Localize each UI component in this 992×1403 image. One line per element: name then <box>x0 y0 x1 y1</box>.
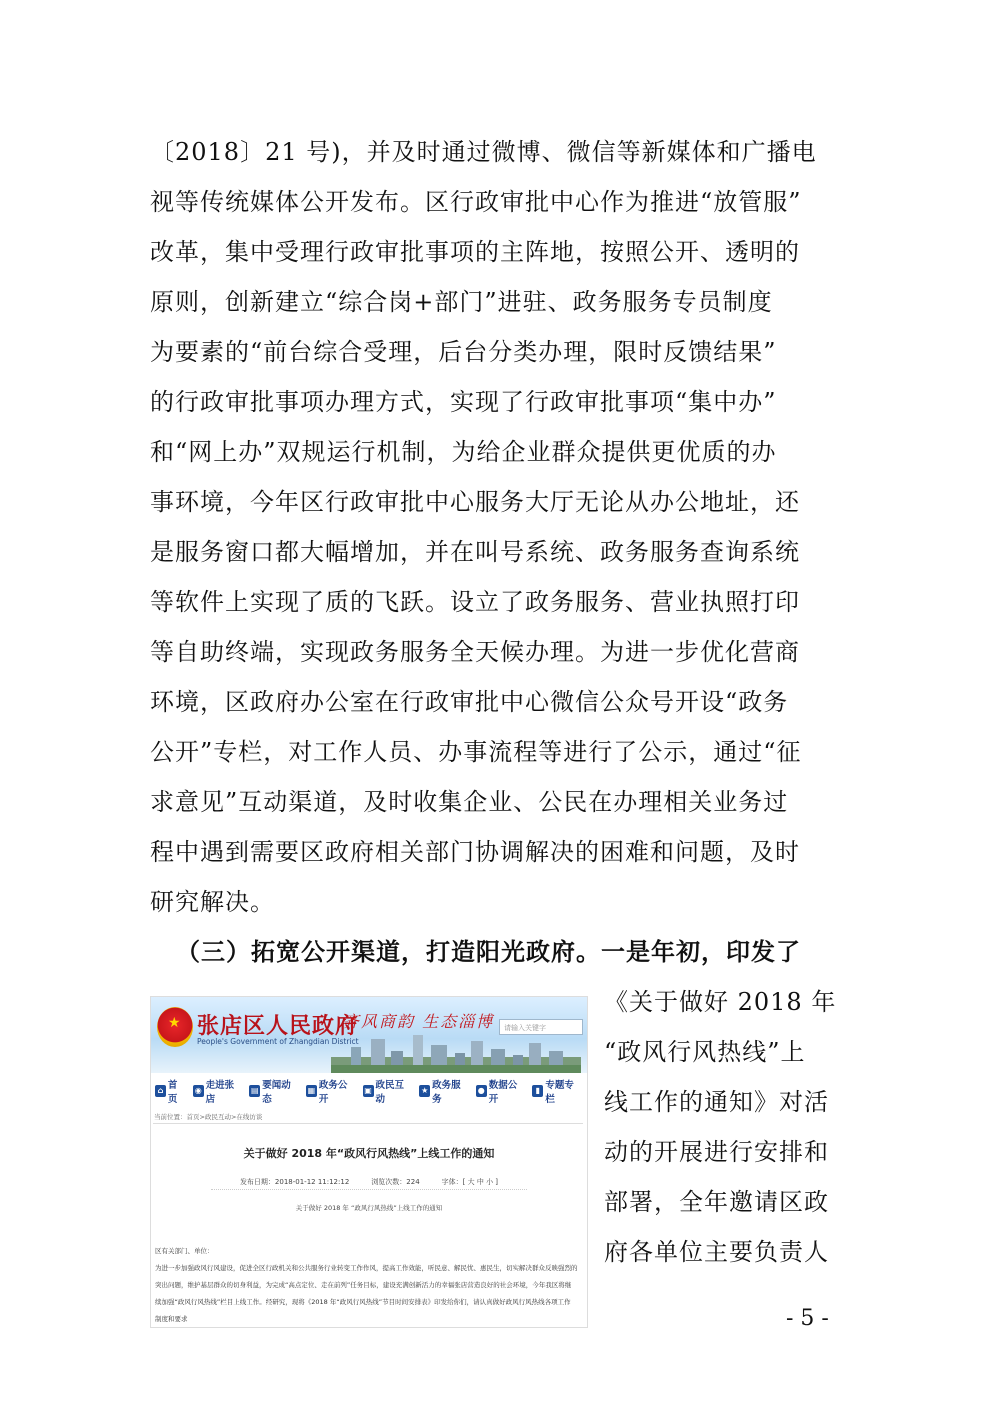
text-line: 等自助终端，实现政务服务全天候办理。为进一步优化营商 <box>150 638 800 666</box>
page-number: - 5 - <box>786 1306 829 1331</box>
text-line: 研究解决。 <box>150 888 275 916</box>
nav-item-data[interactable]: ● 数据公开 <box>477 1080 518 1105</box>
article-meta <box>151 1177 587 1187</box>
article-subtitle: 关于做好 2018 年 “政风行风热线”上线工作的通知 <box>295 1204 443 1212</box>
globe-icon: ● <box>477 1086 485 1095</box>
text-line: 改革，集中受理行政审批事项的主阵地，按照公开、透明的 <box>150 238 800 266</box>
text-line: 求意见”互动渠道，及时收集企业、公民在办理相关业务过 <box>150 788 789 816</box>
text-line: 是服务窗口都大幅增加，并在叫号系统、政务服务查询系统 <box>150 538 800 566</box>
text-line: 原则，创新建立“综合岗+部门”进驻、政务服务专员制度 <box>150 288 773 316</box>
side-text-line: 动的开展进行安排和 <box>604 1138 829 1166</box>
star-icon: ★ <box>421 1086 429 1095</box>
chat-icon: ▣ <box>364 1086 372 1095</box>
side-text-line: “政风行风热线”上 <box>604 1038 806 1066</box>
national-emblem-icon: ★ <box>157 1007 193 1047</box>
section-heading: （三）拓宽公开渠道，打造阳光政府。一是年初，印发了 <box>176 937 801 966</box>
site-nav <box>151 1077 587 1105</box>
breadcrumb: 当前位置：首页>政民互动>在线访谈 <box>154 1113 263 1121</box>
font-size-selector[interactable]: 字体：[ 大 中 小 ] <box>441 1178 499 1186</box>
side-text-line: 府各单位主要负责人 <box>604 1238 829 1266</box>
article-line: 区有关部门、单位： <box>155 1247 214 1255</box>
bookmark-icon: ▮ <box>532 1085 543 1097</box>
publish-date: 发布日期：2018-01-12 11:12:12 <box>239 1178 350 1186</box>
article-line: 续加强“政风行风热线”栏目上线工作。经研究，现将《2018 年“政风行风热线”节目时间安排表》印发给你们，请认真做好政风行风热线各项工作 <box>155 1298 571 1306</box>
text-line: 程中遇到需要区政府相关部门协调解决的困难和问题，及时 <box>150 838 800 866</box>
article-body <box>155 1243 583 1328</box>
nav-item-zhangdian[interactable]: ◉ 走进张店 <box>194 1080 235 1105</box>
text-line: 的行政审批事项办理方式，实现了行政审批事项“集中办” <box>150 388 777 416</box>
location-icon: ◉ <box>194 1086 202 1095</box>
site-banner <box>151 997 587 1073</box>
nav-item-news[interactable]: ▤ 要闻动态 <box>251 1080 291 1105</box>
text-line: 视等传统媒体公开发布。区行政审批中心作为推进“放管服” <box>150 188 802 216</box>
site-subtitle: People's Government of Zhangdian District <box>197 1037 359 1046</box>
document-icon: ▦ <box>307 1086 316 1095</box>
nav-item-topics[interactable]: ▮ 专题专栏 <box>532 1077 583 1105</box>
news-icon: ▤ <box>251 1086 259 1095</box>
text-line: 等软件上实现了质的飞跃。设立了政务服务、营业执照打印 <box>150 588 800 616</box>
side-text-line: 《关于做好 2018 年 <box>604 988 837 1016</box>
article-line: 为进一步加强政风行风建设，促进全区行政机关和公共服务行业转变工作作风，提高工作效能，听民意、解民忧、惠民生，切实解决群众反映强烈的 <box>155 1264 578 1272</box>
nav-item-gov-open[interactable]: ▦ 政务公开 <box>307 1080 348 1105</box>
divider <box>153 1123 583 1124</box>
site-slogan: 齐风商韵 生态淄博 <box>343 1012 495 1031</box>
home-icon: ⌂ <box>155 1085 166 1097</box>
text-line: 事环境，今年区行政审批中心服务大厅无论从办公地址，还 <box>150 488 800 516</box>
text-line: 和“网上办”双规运行机制，为给企业群众提供更优质的办 <box>150 438 777 466</box>
text-line: 环境，区政府办公室在行政审批中心微信公众号开设“政务 <box>150 688 789 716</box>
article-title: 关于做好 2018 年“政风行风热线”上线工作的通知 <box>243 1147 495 1160</box>
article-line: 制度和要求 <box>155 1315 188 1323</box>
side-text-line: 部署，全年邀请区政 <box>604 1188 829 1216</box>
text-line: 为要素的“前台综合受理，后台分类办理，限时反馈结果” <box>150 338 777 366</box>
site-title: 张店区人民政府 <box>197 1014 359 1039</box>
article-line: 突出问题，维护基层群众的切身利益，为完成“高点定位、走在前列”任务目标，建设充满创新活力的幸福张店营造良好的社会环境，今年我区将继 <box>155 1281 572 1289</box>
website-screenshot <box>150 996 588 1328</box>
text-line: 公开”专栏，对工作人员、办事流程等进行了公示，通过“征 <box>150 738 802 766</box>
nav-item-interaction[interactable]: ▣ 政民互动 <box>364 1080 405 1105</box>
city-skyline-image <box>331 1033 581 1073</box>
nav-item-home[interactable]: ⌂ 首页 <box>155 1077 187 1105</box>
text-line: 〔2018〕21 号)，并及时通过微博、微信等新媒体和广播电 <box>150 138 817 166</box>
side-text-line: 线工作的通知》对活 <box>604 1088 829 1116</box>
search-input[interactable]: 请输入关键字 <box>499 1019 583 1035</box>
view-count: 浏览次数：224 <box>371 1178 420 1186</box>
nav-item-service[interactable]: ★ 政务服务 <box>421 1080 461 1105</box>
